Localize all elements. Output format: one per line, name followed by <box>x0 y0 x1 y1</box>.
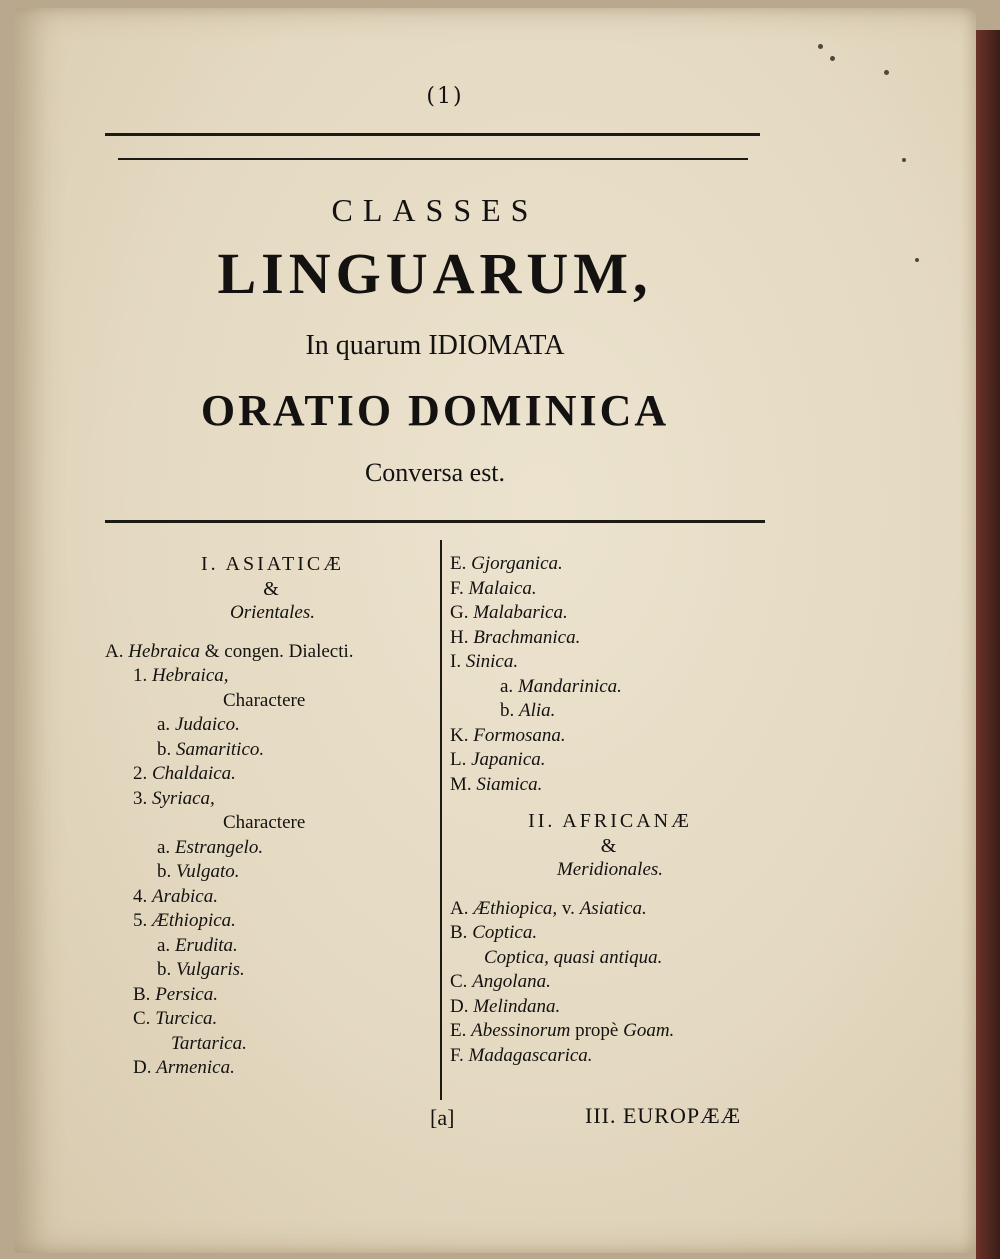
entry-label: L. <box>450 749 472 770</box>
entry-text: Alia. <box>519 700 556 721</box>
entry-text: Turcica. <box>155 1008 218 1029</box>
entry-line <box>105 836 440 861</box>
entry-text: Hebraica, <box>152 665 229 686</box>
entry-label: D. <box>450 995 474 1017</box>
heading-ampersand: & <box>600 834 620 857</box>
entry-text: Vulgaris. <box>176 959 245 980</box>
entry-label: 4. <box>133 885 152 907</box>
left-entries <box>105 640 440 1081</box>
entry-tail: propè <box>570 1020 624 1041</box>
entry-line <box>450 699 770 724</box>
entry-label: 1. <box>133 665 152 686</box>
entry-line <box>105 640 440 665</box>
entry-text: Malabarica. <box>473 602 568 623</box>
entry-label: H. <box>450 626 474 648</box>
entry-label: E. <box>450 553 472 574</box>
heading-ampersand: & <box>263 577 282 600</box>
entry-text: Angolana. <box>472 971 551 992</box>
entry-line <box>105 958 440 983</box>
entry-line <box>105 811 440 836</box>
entry-label: a. <box>157 934 175 956</box>
entry-text: Arabica. <box>152 885 218 907</box>
entry-text: Chaldaica. <box>152 763 236 784</box>
section-subheading-orientales: Orientales. <box>230 602 315 623</box>
entry-text: Formosana. <box>473 724 566 746</box>
entry-label: F. <box>450 577 469 599</box>
entry-line <box>450 921 770 946</box>
entry-line <box>450 552 770 577</box>
entry-text: Samaritico. <box>176 738 265 760</box>
entry-text: Melindana. <box>473 995 561 1017</box>
entry-line <box>450 748 770 773</box>
entry-text: Mandarinica. <box>517 675 622 697</box>
entry-text: Brachmanica. <box>473 626 581 648</box>
title-linguarum: LINGUARUM, <box>217 241 653 306</box>
entry-label: b. <box>157 959 176 980</box>
entry-text: Estrangelo. <box>174 836 264 858</box>
section-heading-africanae: II. AFRICANÆ <box>528 810 692 832</box>
entry-line <box>105 1007 440 1032</box>
signature-mark: [a] <box>430 1105 455 1130</box>
entry-label: a. <box>500 675 518 697</box>
entry-line <box>105 983 440 1008</box>
entry-label: 5. <box>133 910 152 931</box>
title-conversa-est: Conversa est. <box>364 458 506 487</box>
section-heading-asiaticae: I. ASIATICÆ <box>200 553 344 575</box>
entry-label: A. <box>105 640 129 662</box>
right-entries-asian <box>450 552 770 797</box>
entry-label: F. <box>450 1044 469 1066</box>
entry-line <box>450 946 770 971</box>
entry-text: Abessinorum <box>471 1020 571 1041</box>
entry-text2: Goam. <box>623 1020 675 1041</box>
entry-label: D. <box>133 1057 157 1078</box>
entry-text: Erudita. <box>174 934 238 956</box>
entry-label: b. <box>157 738 176 760</box>
entry-line <box>105 885 440 910</box>
entry-text: Judaico. <box>174 714 240 735</box>
paper-speck <box>818 44 823 49</box>
entry-text: Syriaca, <box>152 787 215 809</box>
entry-label: C. <box>450 971 473 992</box>
entry-line <box>450 577 770 602</box>
left-column <box>105 552 440 1081</box>
section-divider-rule <box>105 520 765 523</box>
entry-text: Æthiopica, <box>473 897 558 919</box>
entry-line <box>450 995 770 1020</box>
entry-line <box>450 1019 770 1044</box>
entry-line <box>450 773 770 798</box>
entry-label: I. <box>450 651 466 672</box>
entry-label: b. <box>157 861 176 882</box>
entry-text: Japanica. <box>471 749 546 770</box>
entry-line <box>450 897 770 922</box>
paper-speck <box>902 158 906 162</box>
entry-line <box>105 909 440 934</box>
entry-label: M. <box>450 773 477 795</box>
entry-label: B. <box>133 983 156 1005</box>
entry-line <box>450 626 770 651</box>
catchword: III. EUROPÆÆ <box>585 1103 742 1128</box>
entry-label: b. <box>500 700 519 721</box>
entry-text: Vulgato. <box>176 861 240 882</box>
entry-label: E. <box>450 1020 472 1041</box>
entry-text: Siamica. <box>476 773 543 795</box>
title-in-quarum: In quarum IDIOMATA <box>305 330 565 361</box>
entry-text: Æthiopica. <box>152 910 236 931</box>
paper-speck <box>884 70 889 75</box>
title-oratio-dominica: ORATIO DOMINICA <box>200 386 670 435</box>
entry-line <box>105 787 440 812</box>
entry-text: Coptica. <box>472 922 538 943</box>
entry-text: Hebraica <box>128 640 200 662</box>
entry-text: Malaica. <box>468 577 537 599</box>
entry-line <box>105 1056 440 1081</box>
entry-line <box>105 1032 440 1057</box>
paper-speck <box>830 56 835 61</box>
entry-text: Tartarica. <box>171 1032 247 1054</box>
column-divider <box>440 540 442 1100</box>
entry-text: Coptica, quasi antiqua. <box>484 946 663 968</box>
entry-line <box>450 650 770 675</box>
entry-label: 3. <box>133 787 152 809</box>
entry-line <box>450 724 770 749</box>
entry-line <box>105 689 440 714</box>
entry-label: a. <box>157 836 175 858</box>
entry-line <box>105 860 440 885</box>
entry-text: Persica. <box>155 983 218 1005</box>
entry-line <box>105 762 440 787</box>
top-rule-thin <box>118 158 748 160</box>
section-subheading-meridionales: Meridionales. <box>556 859 664 880</box>
entry-label: 2. <box>133 763 152 784</box>
entry-line <box>450 675 770 700</box>
entry-tail: v. <box>557 897 580 919</box>
book-edge <box>976 30 1000 1259</box>
entry-label: K. <box>450 724 474 746</box>
entry-line <box>450 601 770 626</box>
entry-line <box>105 738 440 763</box>
entry-label: C. <box>133 1008 156 1029</box>
title-classes: CLASSES <box>331 192 539 228</box>
paper-speck <box>915 258 919 262</box>
entry-text: Sinica. <box>465 651 519 672</box>
right-entries-african <box>450 897 770 1069</box>
top-rule-thick <box>105 133 760 136</box>
entry-text2: Asiatica. <box>579 897 647 919</box>
entry-label: A. <box>450 897 474 919</box>
right-column <box>450 552 770 1068</box>
entry-tail: Charactere <box>223 689 306 711</box>
entry-label: G. <box>450 602 474 623</box>
entry-text: Armenica. <box>156 1057 235 1078</box>
entry-text: Madagascarica. <box>468 1044 593 1066</box>
entry-line <box>105 934 440 959</box>
entry-line <box>105 713 440 738</box>
entry-tail: & congen. Dialecti. <box>200 640 354 662</box>
entry-label: B. <box>450 922 473 943</box>
entry-tail: Charactere <box>223 812 306 833</box>
entry-line <box>105 664 440 689</box>
entry-text: Gjorganica. <box>471 553 563 574</box>
page-number: (1) <box>426 84 464 109</box>
entry-line <box>450 1044 770 1069</box>
entry-label: a. <box>157 714 175 735</box>
entry-line <box>450 970 770 995</box>
